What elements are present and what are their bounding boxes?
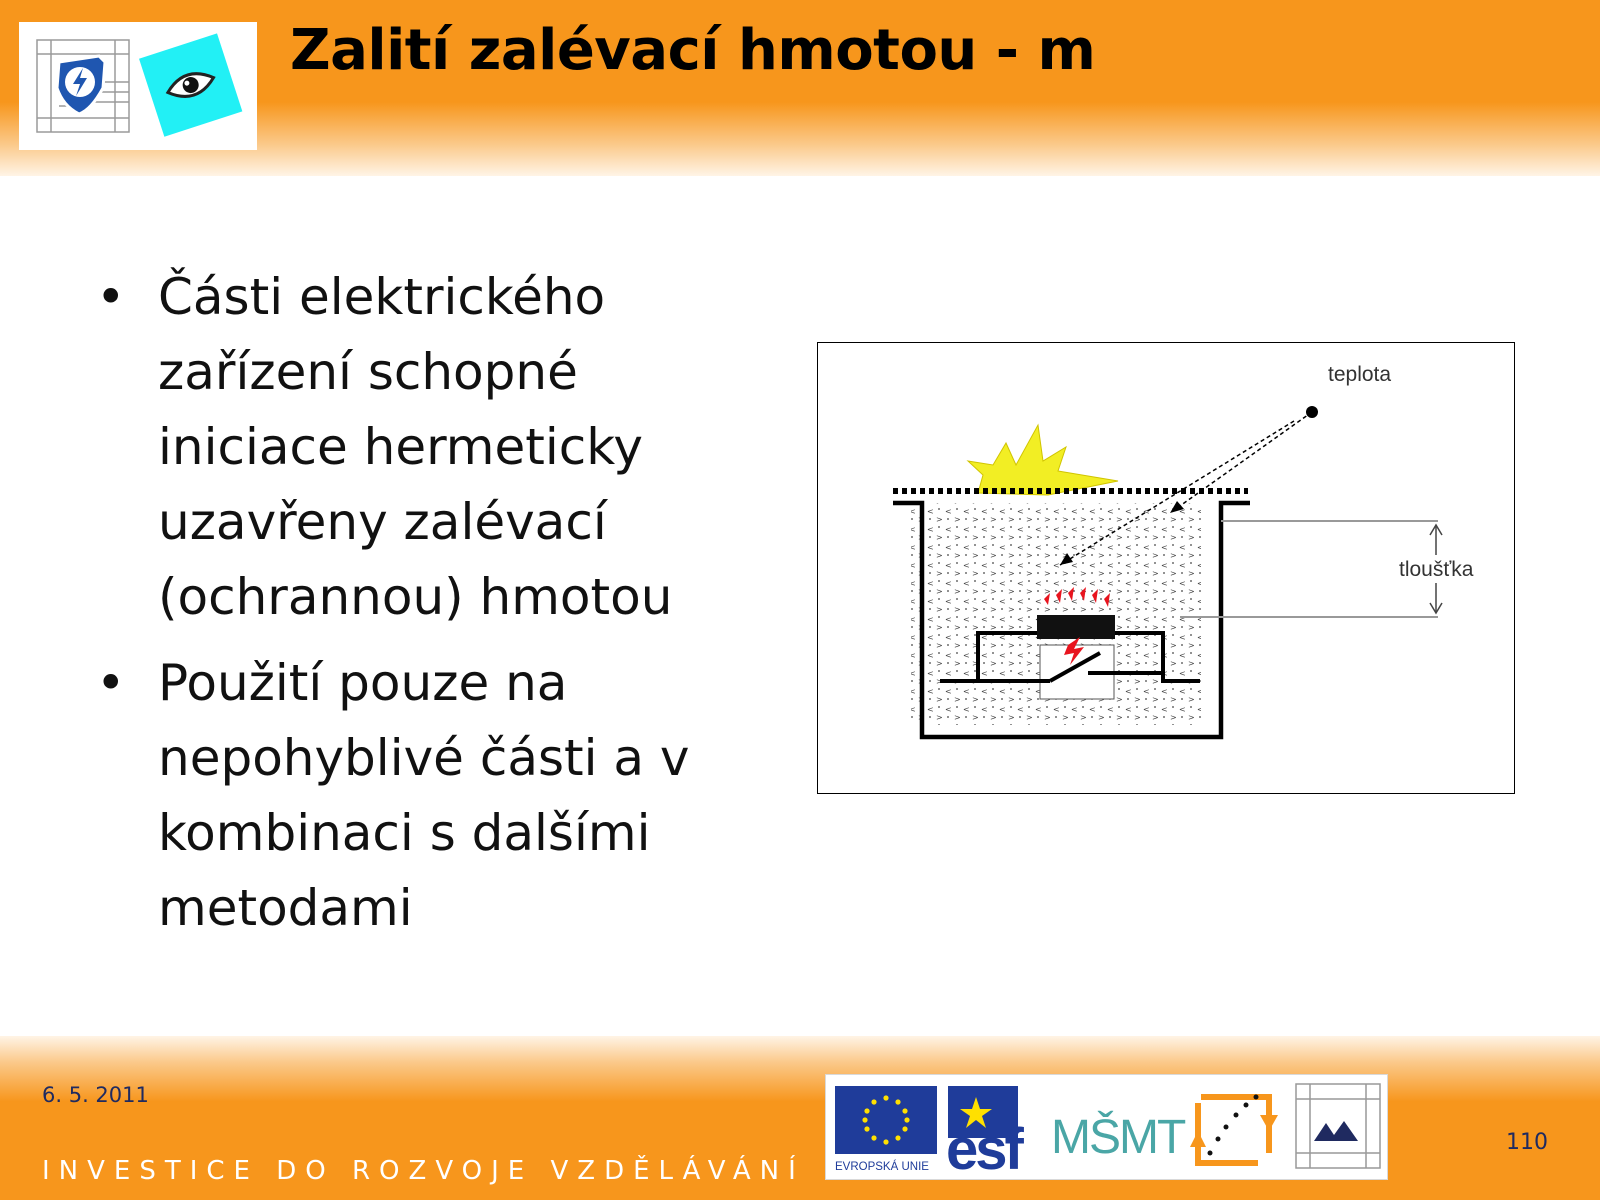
temperature-arrow (1170, 412, 1312, 513)
header-logo-panel (19, 22, 257, 150)
label-teplota: teplota (1328, 363, 1392, 386)
encapsulation-diagram (817, 342, 1515, 794)
eu-flag-icon (835, 1086, 937, 1154)
partner-logo-mark (1314, 1121, 1358, 1141)
bullet-list (92, 260, 712, 957)
eu-label: EVROPSKÁ UNIE (835, 1161, 929, 1173)
partner-logos (825, 1074, 1388, 1180)
slide-title: Zalití zalévací hmotou - m (290, 18, 1096, 83)
bullet-text: Použití pouze na nepohyblivé části a v kombinaci s dalšími metodami (158, 654, 690, 937)
bullet-glyph: • (96, 268, 126, 326)
page-number: 110 (1506, 1130, 1548, 1155)
partner-logo-icon (1296, 1084, 1380, 1168)
bullet-text: Části elektrického zařízení schopné iniciace hermeticky uzavřeny zalévací (ochrannou) hmotou (158, 268, 673, 626)
footer-date: 6. 5. 2011 (42, 1083, 149, 1107)
msmt-logo-icon: MŠMT (1051, 1111, 1185, 1164)
label-tloustka: tloušťka (1399, 558, 1474, 581)
heating-component (1037, 615, 1115, 639)
bullet-item (92, 646, 712, 946)
eye-icon (139, 33, 242, 136)
explosion-flame (968, 425, 1118, 495)
bullet-item (92, 260, 712, 635)
footer-tagline: INVESTICE DO ROZVOJE VZDĚLÁVÁNÍ (42, 1156, 805, 1186)
arrowhead (1260, 1115, 1278, 1131)
dotted-curve (1208, 1095, 1259, 1156)
bullet-glyph: • (96, 654, 126, 712)
esf-logo: esf (946, 1117, 1021, 1181)
arrowhead (1190, 1131, 1206, 1147)
